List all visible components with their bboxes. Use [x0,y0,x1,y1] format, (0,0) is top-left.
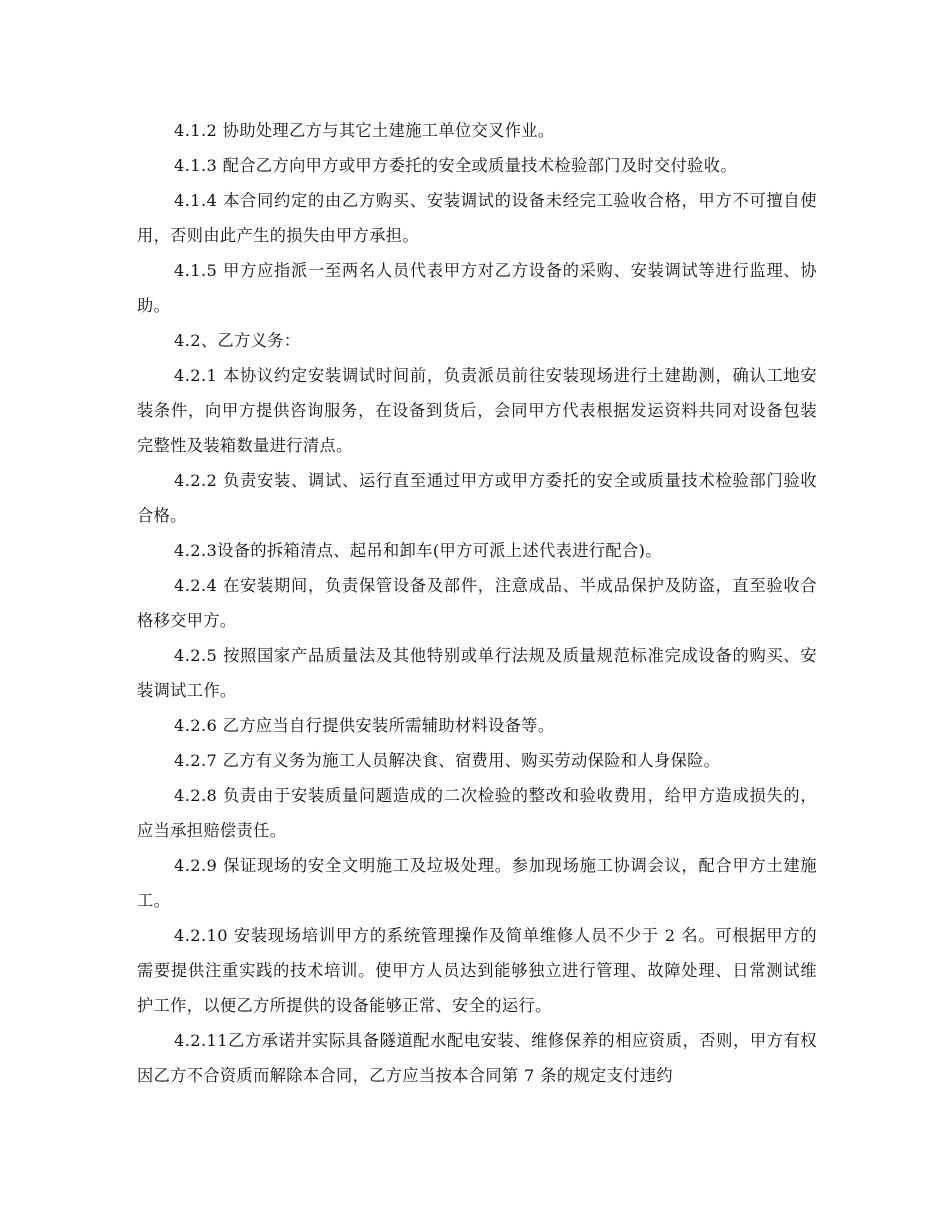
paragraph-4-2-11: 4.2.11乙方承诺并实际具备隧道配水配电安装、维修保养的相应资质，否则，甲方有权因乙方不合资质而解除本合同，乙方应当按本合同第 7 条的规定支付违约 [137,1031,817,1085]
paragraph-4-2-8: 4.2.8 负责由于安装质量问题造成的二次检验的整改和验收费用，给甲方造成损失的，应当承担赔偿责任。 [137,786,817,840]
paragraph-4-2-5: 4.2.5 按照国家产品质量法及其他特别或单行法规及质量规范标准完成设备的购买、安装调试工作。 [137,646,817,700]
paragraph-4-2-1: 4.2.1 本协议约定安装调试时间前，负责派员前往安装现场进行土建勘测，确认工地安装条件，向甲方提供咨询服务，在设备到货后，会同甲方代表根据发运资料共同对设备包装完整性及装箱数量进行清点。 [137,366,817,455]
paragraph-4-2-10: 4.2.10 安装现场培训甲方的系统管理操作及简单维修人员不少于 2 名。可根据甲方的需要提供注重实践的技术培训。使甲方人员达到能够独立进行管理、故障处理、日常测试维护工作，以便乙方所提供的设备能够正常、安全的运行。 [137,926,817,1015]
section-heading-4-2: 4.2、乙方义务： [174,331,301,350]
document-body [137,113,817,1093]
paragraph-4-2-4: 4.2.4 在安装期间，负责保管设备及部件，注意成品、半成品保护及防盗，直至验收合格移交甲方。 [137,576,817,630]
paragraph-4-2-9: 4.2.9 保证现场的安全文明施工及垃圾处理。参加现场施工协调会议，配合甲方土建施工。 [137,856,817,910]
paragraph-4-2-3: 4.2.3设备的拆箱清点、起吊和卸车(甲方可派上述代表进行配合)。 [174,541,662,560]
paragraph-4-2-2: 4.2.2 负责安装、调试、运行直至通过甲方或甲方委托的安全或质量技术检验部门验收合格。 [137,471,817,525]
paragraph-4-1-3: 4.1.3 配合乙方向甲方或甲方委托的安全或质量技术检验部门及时交付验收。 [174,156,737,175]
paragraph-4-1-5: 4.1.5 甲方应指派一至两名人员代表甲方对乙方设备的采购、安装调试等进行监理、协助。 [137,261,817,315]
paragraph-4-2-6: 4.2.6 乙方应当自行提供安装所需辅助材料设备等。 [174,716,555,735]
paragraph-4-2-7: 4.2.7 乙方有义务为施工人员解决食、宿费用、购买劳动保险和人身保险。 [174,751,721,770]
paragraph-4-1-4: 4.1.4 本合同约定的由乙方购买、安装调试的设备未经完工验收合格，甲方不可擅自使用，否则由此产生的损失由甲方承担。 [137,191,817,245]
paragraph-4-1-2: 4.1.2 协助处理乙方与其它土建施工单位交叉作业。 [174,121,555,140]
